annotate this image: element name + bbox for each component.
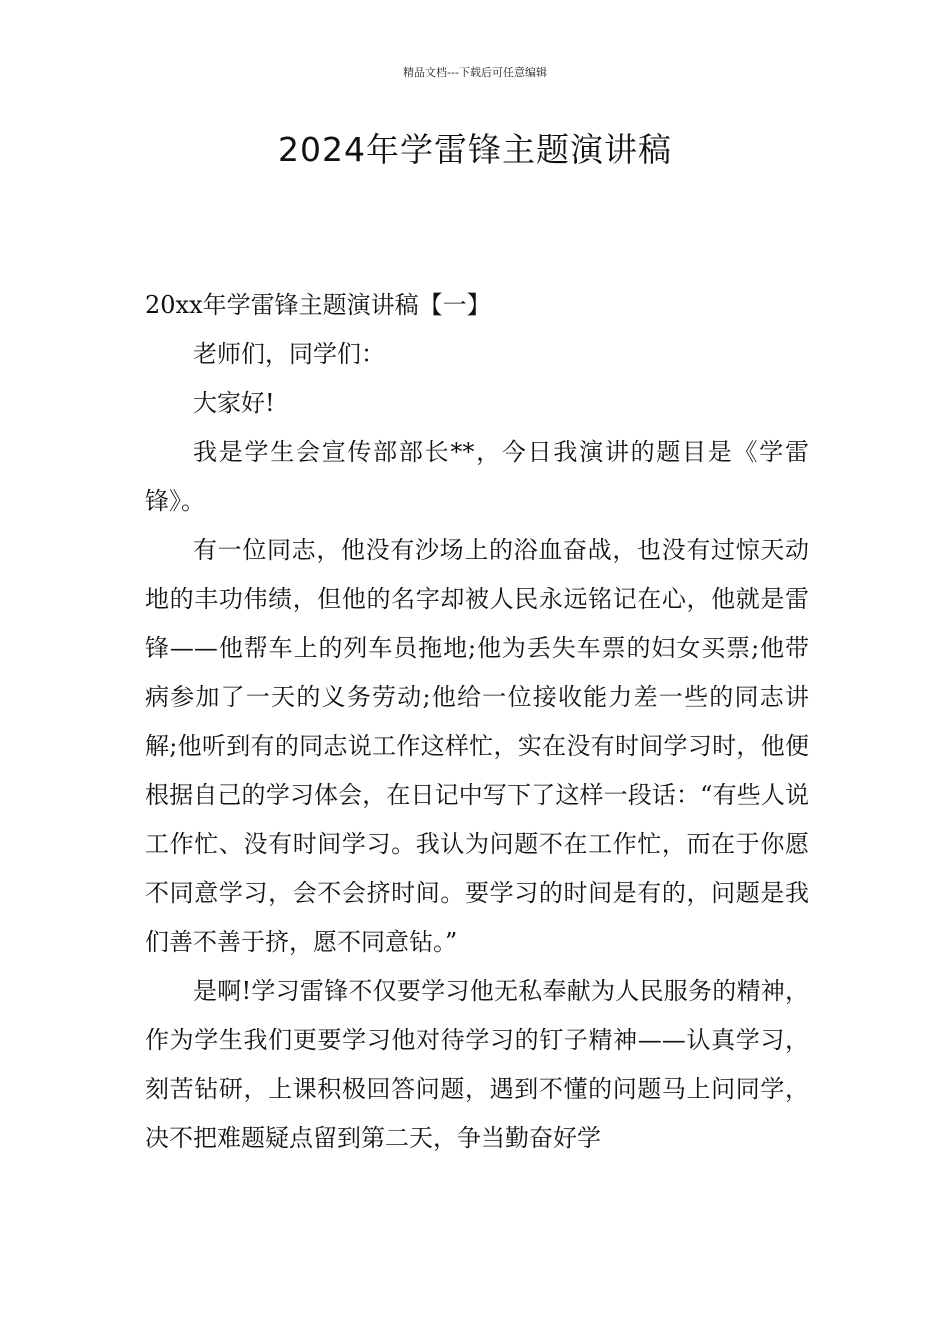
paragraph-story: 有一位同志，他没有沙场上的浴血奋战，也没有过惊天动地的丰功伟绩，但他的名字却被人民永远铭记在心，他就是雷锋——他帮车上的列车员拖地;他为丢失车票的妇女买票;他带病参加了一天的义务劳动;他给一位接收能力差一些的同志讲解;他听到有的同志说工作这样忙，实在没有时间学习时，他便根据自己的学习体会，在日记中写下了这样一段话：“有些人说工作忙、没有时间学习。我认为问题不在工作忙，而在于你愿不同意学习，会不会挤时间。要学习的时间是有的，问题是我们善不善于挤，愿不同意钻。” xyxy=(145,536,809,956)
paragraph-introduction: 我是学生会宣传部部长**，今日我演讲的题目是《学雷锋》。 xyxy=(145,438,809,515)
paragraph-salutation: 老师们，同学们： xyxy=(193,340,385,368)
document-title: 2024年学雷锋主题演讲稿 xyxy=(278,130,672,169)
document-body xyxy=(145,281,809,1163)
header-note: 精品文档---下载后可任意编辑 xyxy=(403,66,547,79)
section-heading: 20xx年学雷锋主题演讲稿【一】 xyxy=(145,291,491,319)
paragraph-greeting: 大家好! xyxy=(193,389,275,417)
paragraph-learning: 是啊!学习雷锋不仅要学习他无私奉献为人民服务的精神，作为学生我们更要学习他对待学习的钉子精神——认真学习，刻苦钻研，上课积极回答问题，遇到不懂的问题马上问同学，决不把难题疑点留到第二天，争当勤奋好学 xyxy=(145,977,809,1152)
